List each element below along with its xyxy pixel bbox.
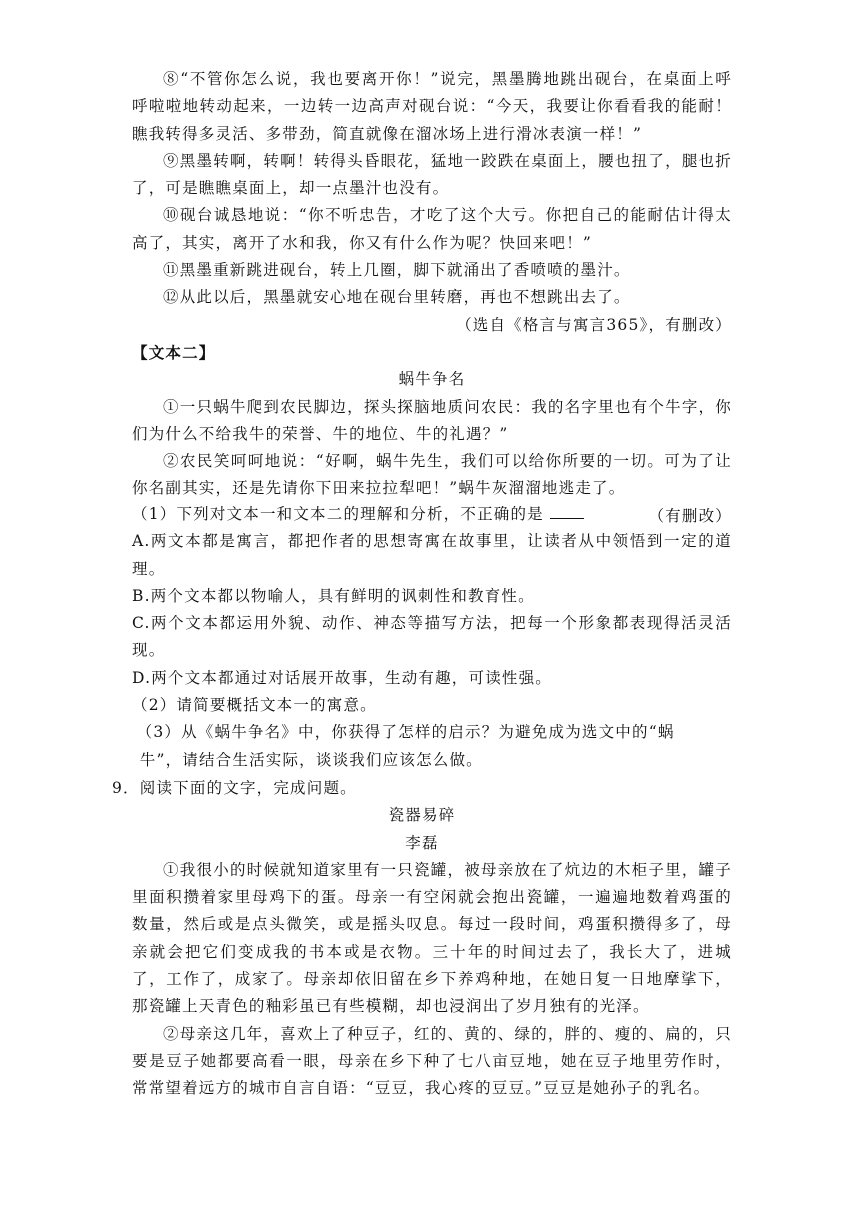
- text-two-heading: 【文本二】: [132, 342, 216, 362]
- option-a: A.两文本都是寓言，都把作者的思想寄寓在故事里，让读者从中领悟到一定的道理。: [132, 532, 732, 578]
- text-two-note: （有删改）: [648, 506, 732, 525]
- option-b: B.两个文本都以物喻人，具有鲜明的讽刺性和教育性。: [132, 586, 535, 605]
- answer-blank[interactable]: [550, 504, 584, 519]
- text-one-continuation: [132, 66, 732, 530]
- question-3-line-1: （3）从《蜗牛争名》中，你获得了怎样的启示？为避免成为选文中的“蜗: [136, 723, 675, 742]
- option-d: D.两个文本都通过对话展开故事，生动有趣，可读性强。: [132, 668, 553, 687]
- text-two-title: 蜗牛争名: [398, 370, 466, 389]
- paragraph-9: ⑨黑墨转啊，转啊！转得头昏眼花，猛地一跤跌在桌面上，腰也扭了，腿也折了，可是瞧瞧桌面上，却一点墨汁也没有。: [132, 151, 732, 198]
- source-note: （选自《格言与寓言365》，有删改）: [456, 315, 732, 334]
- question-9-prompt: 9．阅读下面的文字，完成问题。: [112, 779, 357, 797]
- essay-title: 瓷器易碎: [388, 806, 456, 825]
- question-1-text: （1）下列对文本一和文本二的理解和分析，不正确的是: [132, 505, 544, 523]
- essay-paragraph-1: ①我很小的时候就知道家里有一只瓷罐，被母亲放在了炕边的木柜子里，罐子里面积攒着家里母鸡下的蛋。母亲一有空闲就会抱出瓷罐，一遍遍地数着鸡蛋的数量，然后或是点头微笑，或是摇头叹息。每过一段时间，鸡蛋积攒得多了，母亲就会把它们变成我的书本或是衣物。三十年的时间过去了，我长大了，进城了，工作了，成家了。母亲却依旧留在乡下养鸡种地，在她日复一日地摩挲下，那瓷罐上天青色的釉彩虽已有些模糊，却也浸润出了岁月独有的光泽。: [132, 860, 732, 1016]
- question-block: [132, 501, 732, 774]
- essay-paragraph-2: ②母亲这几年，喜欢上了种豆子，红的、黄的、绿的，胖的、瘦的、扁的，只要是豆子她都要高看一眼，母亲在乡下种了七八亩豆地，她在豆子地里劳作时，常常望着远方的城市自言自语：“豆豆，我心疼的豆豆。”豆豆是她孙子的乳名。: [132, 1024, 732, 1098]
- question-1: [132, 501, 732, 528]
- option-c: C.两个文本都运用外貌、动作、神态等描写方法，把每一个形象都表现得活灵活现。: [132, 614, 732, 660]
- question-3-line-2: 牛”，请结合生活实际，谈谈我们应该怎么做。: [139, 750, 483, 769]
- question-2: （2）请简要概括文本一的寓意。: [132, 696, 377, 715]
- paragraph-8: ⑧“不管你怎么说，我也要离开你！”说完，黑墨腾地跳出砚台，在桌面上呼呼啦啦地转动起来，一边转一边高声对砚台说：“今天，我要让你看看我的能耐！瞧我转得多灵活、多带劲，简直就像在溜冰场上进行滑冰表演一样！”: [132, 70, 732, 143]
- paragraph-10: ⑩砚台诚恳地说：“你不听忠告，才吃了这个大亏。你把自己的能耐估计得太高了，其实，离开了水和我，你又有什么作为呢？快回来吧！”: [132, 206, 732, 252]
- text-two-paragraph-1: ①一只蜗牛爬到农民脚边，探头探脑地质问农民：我的名字里也有个牛字，你们为什么不给我牛的荣誉、牛的地位、牛的礼遇？”: [132, 397, 732, 443]
- paragraph-12: ⑫从此以后，黑墨就安心地在砚台里转磨，再也不想跳出去了。: [163, 288, 631, 307]
- text-two-paragraph-2: ②农民笑呵呵地说：“好啊，蜗牛先生，我们可以给你所要的一切。可为了让你名副其实，还是先请你下田来拉拉犁吧！”蜗牛灰溜溜地逃走了。: [132, 452, 732, 498]
- question-9-block: [112, 775, 732, 1103]
- paragraph-11: ⑪黑墨重新跳进砚台，转上几圈，脚下就涌出了香喷喷的墨汁。: [163, 261, 631, 280]
- essay-author: 李磊: [405, 833, 439, 852]
